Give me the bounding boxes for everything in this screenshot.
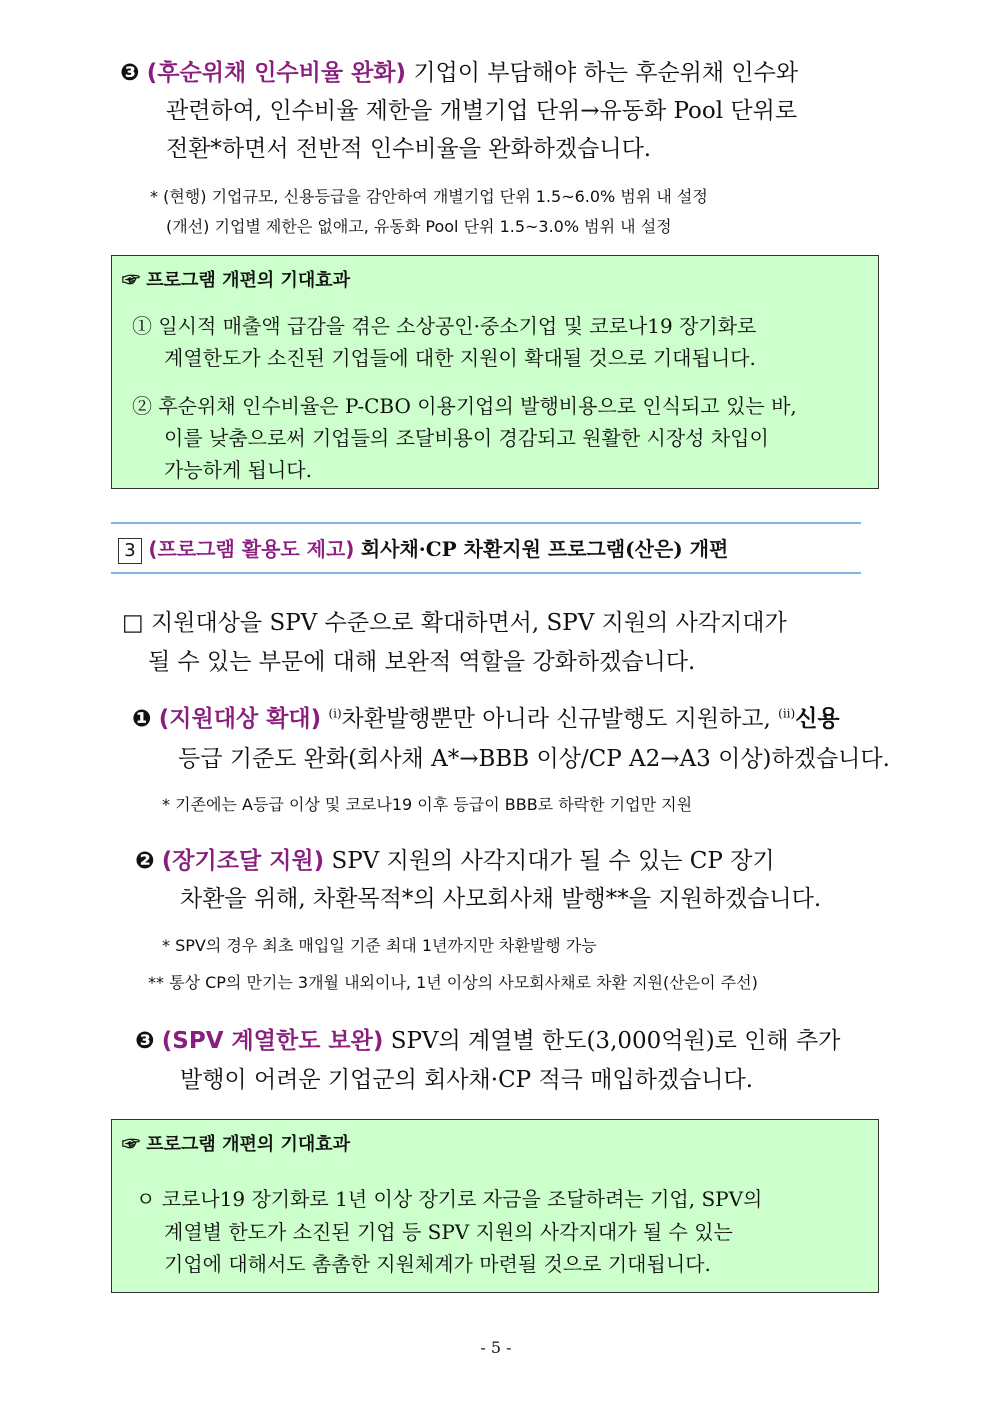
item3-note2: (개선) 기업별 제한은 없애고, 유동화 Pool 단위 1.5~3.0% 범위 내 설정 [166, 217, 672, 236]
s3-item1-heading: (지원대상 확대) [158, 706, 322, 732]
item3-heading: (후순위채 인수비율 완화) [146, 60, 407, 86]
s3-item2-text: SPV 지원의 사각지대가 될 수 있는 CP 장기 [331, 848, 775, 874]
effect1-item1-marker: ① [132, 314, 152, 338]
effect1-item1-line1 [132, 310, 756, 339]
item3-line1-text: 기업이 부담해야 하는 후순위채 인수와 [413, 60, 799, 86]
s3-item1-text-b: 신용 [795, 705, 840, 732]
effect2-line1 [136, 1183, 762, 1212]
effect2-marker: ㅇ [136, 1187, 156, 1211]
s3-item2-note2: ** 통상 CP의 만기는 3개월 내외이나, 1년 이상의 사모회사채로 차환 지원(산은이 주선) [148, 973, 758, 992]
s3-item2-line2: 차환을 위해, 차환목적*의 사모회사채 발행**을 지원하겠습니다. [180, 886, 822, 912]
item3-line1 [120, 54, 798, 87]
s3-item2-heading: (장기조달 지원) [161, 848, 325, 874]
s3-item1-text-a: 차환발행뿐만 아니라 신규발행도 지원하고, [341, 706, 771, 732]
page-number: - 5 - [480, 1338, 512, 1357]
s3-item3-heading: (SPV 계열한도 보완) [161, 1028, 384, 1054]
s3-item3-line2: 발행이 어려운 기업군의 회사채·CP 적극 매입하겠습니다. [180, 1067, 754, 1093]
item3-line2: 관련하여, 인수비율 제한을 개별기업 단위→유동화 Pool 단위로 [166, 98, 798, 124]
s3-item3-text: SPV의 계열별 한도(3,000억원)로 인해 추가 [390, 1028, 841, 1054]
s3-item1-line2: 등급 기준도 완화(회사채 A*→BBB 이상/CP A2→A3 이상)하겠습니다. [178, 746, 890, 772]
s3-item1-line1 [132, 700, 840, 733]
effect1-item2-line2: 이를 낮춤으로써 기업들의 조달비용이 경감되고 원활한 시장성 차입이 [164, 426, 769, 450]
s3-item2-line1 [135, 842, 775, 875]
section3-title-line [118, 533, 728, 564]
s3-item3-marker: ❸ [135, 1028, 155, 1054]
section3-number: 3 [118, 538, 142, 564]
intro-marker: □ [122, 610, 144, 636]
section3-heading: (프로그램 활용도 제고) [148, 537, 355, 561]
intro-line2: 될 수 있는 부문에 대해 보완적 역할을 강화하겠습니다. [148, 649, 696, 675]
s3-item1-marker: ❶ [132, 706, 152, 732]
s3-item2-note1: * SPV의 경우 최초 매입일 기준 최대 1년까지만 차환발행 가능 [162, 936, 597, 955]
section3-title: 회사채·CP 차환지원 프로그램(산은) 개편 [360, 537, 729, 561]
s3-item1-sup2: (ii) [778, 706, 796, 721]
effect1-item1-text: 일시적 매출액 급감을 겪은 소상공인·중소기업 및 코로나19 장기화로 [158, 314, 757, 338]
s3-item2-marker: ❷ [135, 848, 155, 874]
effect2-line3: 기업에 대해서도 촘촘한 지원체계가 마련될 것으로 기대됩니다. [164, 1252, 711, 1276]
effect1-item1-line2: 계열한도가 소진된 기업들에 대한 지원이 확대될 것으로 기대됩니다. [164, 346, 756, 370]
intro-line1 [122, 604, 787, 637]
s3-item3-line1 [135, 1022, 840, 1055]
effect1-item2-line1 [132, 390, 797, 419]
item3-line3: 전환*하면서 전반적 인수비율을 완화하겠습니다. [166, 136, 652, 162]
s3-item1-note: * 기존에는 A등급 이상 및 코로나19 이후 등급이 BBB로 하락한 기업만 지원 [162, 795, 693, 814]
effect2-line2: 계열별 한도가 소진된 기업 등 SPV 지원의 사각지대가 될 수 있는 [164, 1220, 733, 1244]
intro-text: 지원대상을 SPV 수준으로 확대하면서, SPV 지원의 사각지대가 [151, 610, 787, 636]
effect1-item2-marker: ② [132, 394, 152, 418]
effect1-item2-line3: 가능하게 됩니다. [164, 458, 312, 482]
effect2-line1-text: 코로나19 장기화로 1년 이상 장기로 자금을 조달하려는 기업, SPV의 [161, 1187, 763, 1211]
s3-item1-sup1: (i) [328, 706, 342, 721]
effect-box-2-title: ☞ 프로그램 개편의 기대효과 [122, 1134, 351, 1155]
effect-box-1-title: ☞ 프로그램 개편의 기대효과 [122, 270, 351, 291]
item3-marker: ❸ [120, 60, 140, 86]
effect1-item2-text: 후순위채 인수비율은 P-CBO 이용기업의 발행비용으로 인식되고 있는 바, [158, 394, 797, 418]
item3-note1: * (현행) 기업규모, 신용등급을 감안하여 개별기업 단위 1.5~6.0% 범위 내 설정 [150, 187, 708, 206]
